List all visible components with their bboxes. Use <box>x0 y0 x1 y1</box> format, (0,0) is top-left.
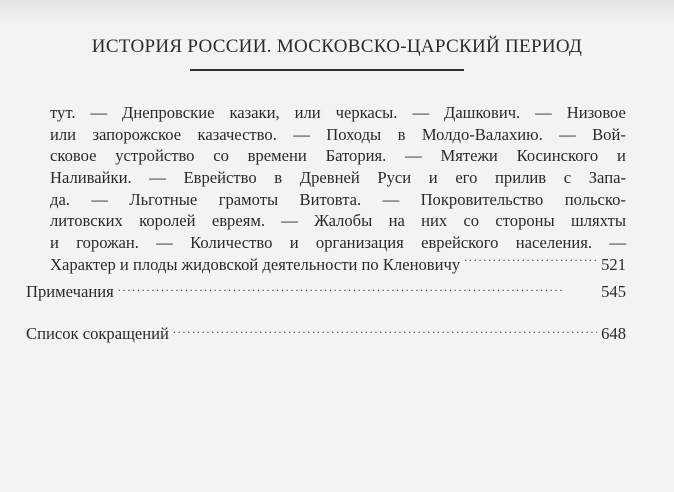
summary-word: Низовое <box>566 103 626 122</box>
summary-word: Жалобы <box>314 211 373 231</box>
summary-word: — <box>149 168 166 188</box>
dot-leader <box>173 322 597 339</box>
summary-page-number: 521 <box>601 255 626 275</box>
summary-word: в <box>274 168 283 188</box>
toc-entry-title: Список сокращений <box>26 323 169 343</box>
summary-word: Вой- <box>592 124 626 144</box>
summary-word: еврейского <box>421 233 499 253</box>
summary-word: устройство <box>115 146 195 166</box>
summary-word: на <box>388 211 405 231</box>
summary-word: Наливайки. <box>50 168 132 188</box>
summary-word: стороны <box>495 211 555 231</box>
summary-last-line-text: Характер и плоды жидовской деятельности по Кленовичу <box>50 255 461 275</box>
summary-word: Косинского <box>516 146 599 166</box>
summary-line <box>50 232 626 254</box>
summary-word: Днепровские <box>122 103 215 122</box>
summary-line <box>50 167 626 189</box>
summary-line <box>50 124 626 146</box>
summary-word: них <box>421 211 448 231</box>
summary-line <box>50 210 626 232</box>
summary-word: или <box>294 103 321 122</box>
header-rule <box>190 69 464 71</box>
dot-leader <box>464 254 597 271</box>
summary-word: Льготные <box>129 189 198 209</box>
summary-word: и <box>289 233 299 253</box>
summary-word: шляхты <box>571 211 626 231</box>
summary-word: — <box>382 189 400 209</box>
summary-word: и <box>617 146 626 166</box>
summary-word: польско- <box>564 189 626 209</box>
summary-word: — <box>535 103 552 122</box>
summary-word: Руси <box>377 168 412 188</box>
toc-entry-abbreviations[interactable] <box>26 322 626 344</box>
summary-word: королей <box>139 211 196 231</box>
summary-word: Покровительство <box>420 189 544 209</box>
summary-word: сковое <box>50 146 97 166</box>
summary-word: в <box>397 124 406 144</box>
summary-line <box>50 145 626 167</box>
summary-word: Походы <box>326 124 382 144</box>
toc-entry-page-number: 545 <box>601 281 626 301</box>
summary-word: и <box>50 233 59 253</box>
summary-word: литовских <box>50 211 123 231</box>
summary-word: времени <box>247 146 307 166</box>
summary-word: грамоты <box>218 189 279 209</box>
summary-word: и <box>428 168 438 188</box>
summary-word: — <box>559 124 576 144</box>
summary-word: прилив <box>495 168 547 188</box>
summary-word: его <box>455 168 478 188</box>
summary-word: — <box>91 189 108 209</box>
toc-entry-notes[interactable] <box>26 280 626 302</box>
summary-word: Батория. <box>325 146 387 166</box>
dot-leader <box>118 280 597 297</box>
summary-word: Дашкович. <box>444 103 521 122</box>
summary-last-line <box>50 254 626 276</box>
summary-word: Древней <box>299 168 360 188</box>
summary-word: — <box>281 211 298 231</box>
summary-line <box>50 102 626 124</box>
summary-word: организация <box>315 233 404 253</box>
summary-word: с <box>563 168 572 188</box>
summary-word: горожан. <box>76 233 139 253</box>
summary-word: — <box>156 233 173 253</box>
chapter-summary <box>50 102 626 276</box>
summary-word: населения. <box>515 233 593 253</box>
summary-word: или <box>50 124 77 144</box>
summary-word: казаки, <box>229 103 280 122</box>
summary-word: — <box>293 124 310 144</box>
summary-word: — <box>412 103 430 122</box>
summary-word: Мятежи <box>440 146 498 166</box>
summary-word: — <box>90 103 108 122</box>
summary-word: да. <box>50 189 70 209</box>
toc-entry-page-number: 648 <box>601 323 626 343</box>
summary-word: запорожское <box>92 124 182 144</box>
summary-word: Еврейство <box>183 168 257 188</box>
summary-word: тут. <box>50 103 76 122</box>
summary-word: Запа- <box>588 168 626 188</box>
summary-word: — <box>609 233 626 253</box>
summary-word: казачество. <box>197 124 277 144</box>
summary-word: Витовта. <box>299 189 362 209</box>
toc-entry-title: Примечания <box>26 281 114 301</box>
summary-word: черкасы. <box>335 103 398 122</box>
summary-word: евреям. <box>211 211 265 231</box>
summary-word: со <box>463 211 480 231</box>
summary-word: Количество <box>190 233 273 253</box>
summary-line <box>50 189 626 211</box>
summary-word: — <box>405 146 422 166</box>
running-head-title: ИСТОРИЯ РОССИИ. МОСКОВСКО-ЦАРСКИЙ ПЕРИОД <box>91 36 583 57</box>
summary-word: со <box>213 146 229 166</box>
summary-word: Молдо-Валахию. <box>421 124 543 144</box>
